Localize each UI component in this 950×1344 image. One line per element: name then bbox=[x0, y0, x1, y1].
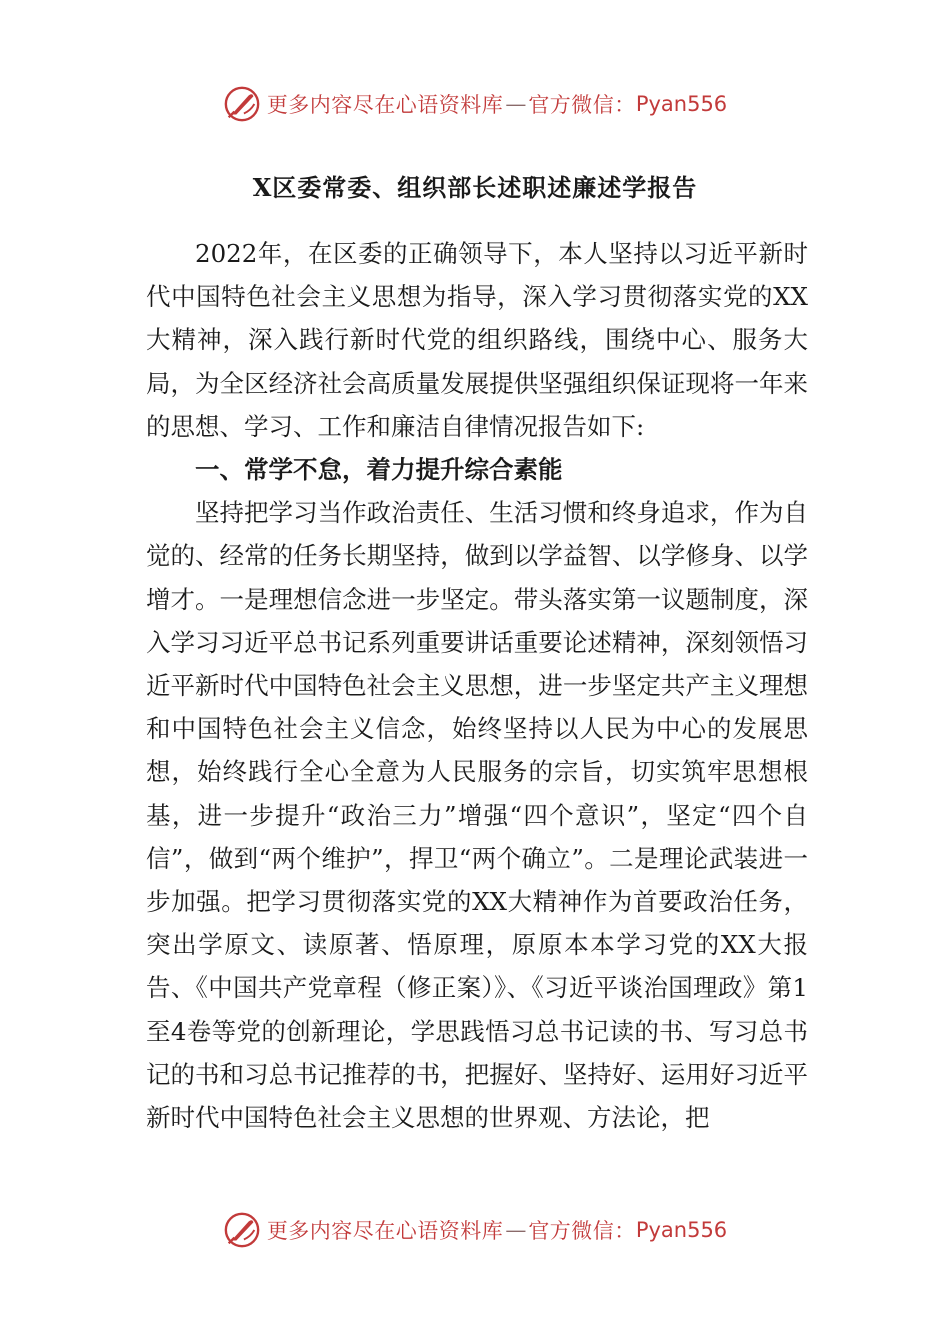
quill-logo-icon bbox=[223, 85, 261, 123]
banner-wechat-id: Pyan556 bbox=[635, 1218, 728, 1242]
banner-wechat-label: 官方微信： bbox=[528, 1219, 636, 1243]
banner-text: 更多内容尽在心语资料库 bbox=[266, 93, 504, 117]
banner-separator: — bbox=[505, 92, 527, 116]
banner-wechat-label: 官方微信： bbox=[528, 93, 636, 117]
document-title: X区委常委、组织部长述职述廉述学报告 bbox=[252, 173, 698, 202]
header-watermark-banner bbox=[0, 82, 950, 126]
banner-text: 更多内容尽在心语资料库 bbox=[266, 1219, 504, 1243]
footer-watermark-banner bbox=[0, 1208, 950, 1252]
document-body bbox=[146, 232, 808, 1139]
section-heading: 一、常学不怠，着力提升综合素能 bbox=[195, 455, 563, 485]
banner-wechat-id: Pyan556 bbox=[635, 92, 728, 116]
banner-separator: — bbox=[505, 1218, 527, 1242]
section-paragraph: 坚持把学习当作政治责任、生活习惯和终身追求，作为自觉的、经常的任务长期坚持，做到以学益智、以学修身、以学增才。一是理想信念进一步坚定。带头落实第一议题制度，深入学习习近平总书记系列重要讲话重要论述精神，深刻领悟习近平新时代中国特色社会主义思想，进一步坚定共产主义理想和中国特色社会主义信念，始终坚持以人民为中心的发展思想，始终践行全心全意为人民服务的宗旨，切实筑牢思想根基，进一步提升“政治三力”增强“四个意识”，坚定“四个自信”，做到“两个维护”，捍卫“两个确立”。二是理论武装进一步加强。把学习贯彻落实党的XX大精神作为首要政治任务，突出学原文、读原著、悟原理，原原本本学习党的XX大报告、《中国共产党章程（修正案）》、《习近平谈治国理政》第1至4卷等党的创新理论，学思践悟习总书记读的书、写习总书记的书和习总书记推荐的书，把握好、坚持好、运用好习近平新时代中国特色社会主义思想的世界观、方法论，把 bbox=[146, 498, 808, 1133]
intro-paragraph: 2022年，在区委的正确领导下，本人坚持以习近平新时代中国特色社会主义思想为指导，深入学习贯彻落实党的XX大精神，深入践行新时代党的组织路线，围绕中心、服务大局，为全区经济社会高质量发展提供坚强组织保证现将一年来的思想、学习、工作和廉洁自律情况报告如下: bbox=[146, 239, 808, 441]
quill-logo-icon bbox=[223, 1211, 261, 1249]
